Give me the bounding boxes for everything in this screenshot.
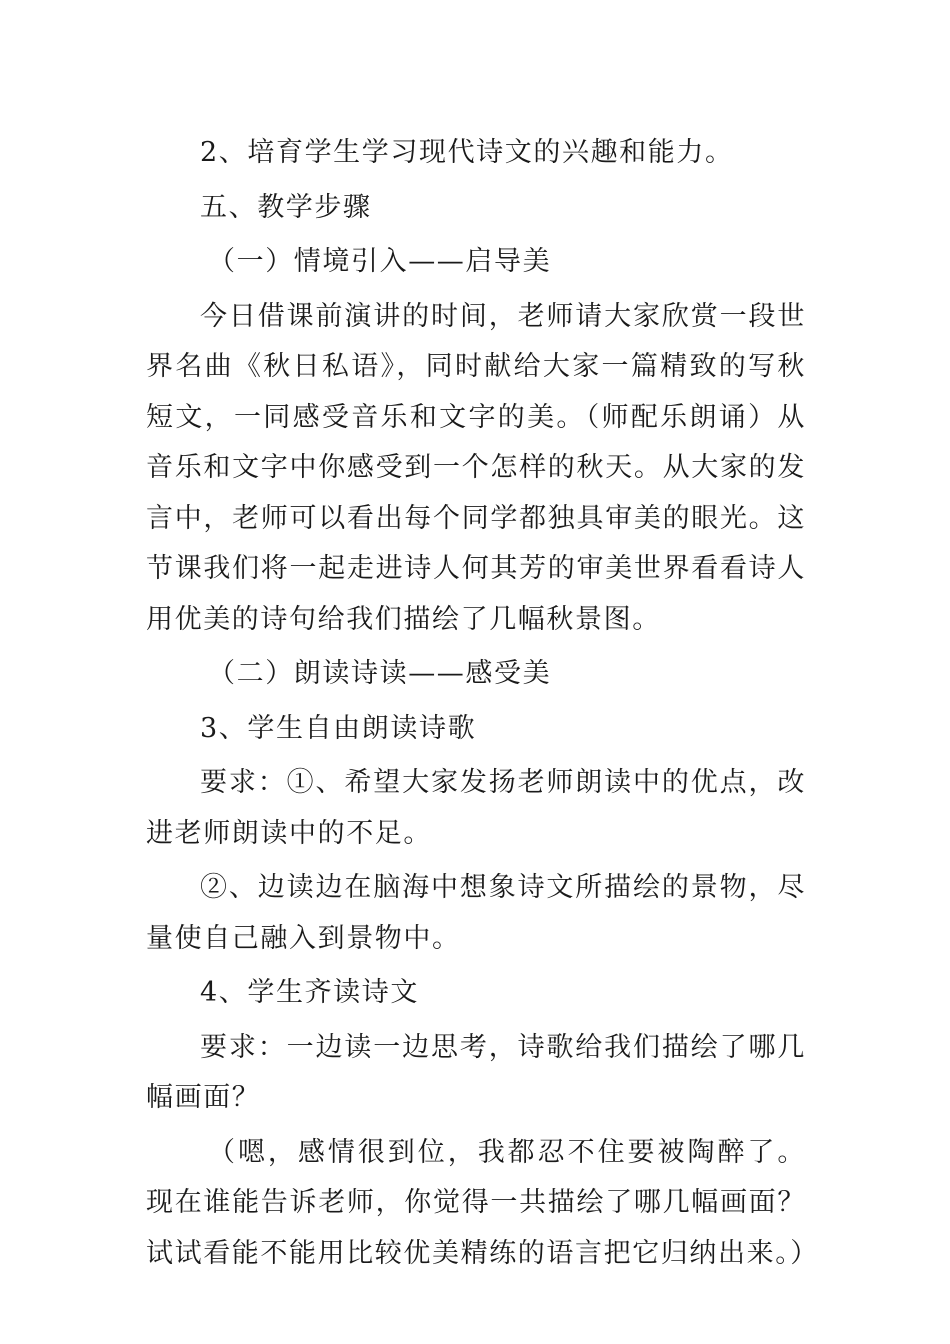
item-3-requirement-2: ②、边读边在脑海中想象诗文所描绘的景物，尽量使自己融入到景物中。 <box>146 872 806 954</box>
document-page <box>146 128 819 1283</box>
step-2-heading: （二）朗读诗读——感受美 <box>208 658 552 689</box>
item-4-note: （嗯，感情很到位，我都忍不住要被陶醉了。现在谁能告诉老师，你觉得一共描绘了哪几幅画面？试试看能不能用比较优美精练的语言把它归纳出来。） <box>146 1136 819 1269</box>
paragraph-goal-2: 2、培育学生学习现代诗文的兴趣和能力。 <box>200 137 734 168</box>
item-3-requirement-1: 要求：①、希望大家发扬老师朗读中的优点，改进老师朗读中的不足。 <box>146 767 806 849</box>
step-1-heading: （一）情境引入——启导美 <box>208 246 552 277</box>
item-4: 4、学生齐读诗文 <box>200 977 419 1008</box>
step-1-body: 今日借课前演讲的时间，老师请大家欣赏一段世界名曲《秋日私语》，同时献给大家一篇精致的写秋短文，一同感受音乐和文字的美。（师配乐朗诵）从音乐和文字中你感受到一个怎样的秋天。从大家的发言中，老师可以看出每个同学都独具审美的眼光。这节课我们将一起走进诗人何其芳的审美世界看看诗人用优美的诗句给我们描绘了几幅秋景图。 <box>146 300 806 635</box>
item-4-requirement: 要求：一边读一边思考，诗歌给我们描绘了哪几幅画面？ <box>146 1031 806 1113</box>
item-3: 3、学生自由朗读诗歌 <box>200 712 477 744</box>
section-heading-teaching-steps: 五、教学步骤 <box>200 191 372 223</box>
